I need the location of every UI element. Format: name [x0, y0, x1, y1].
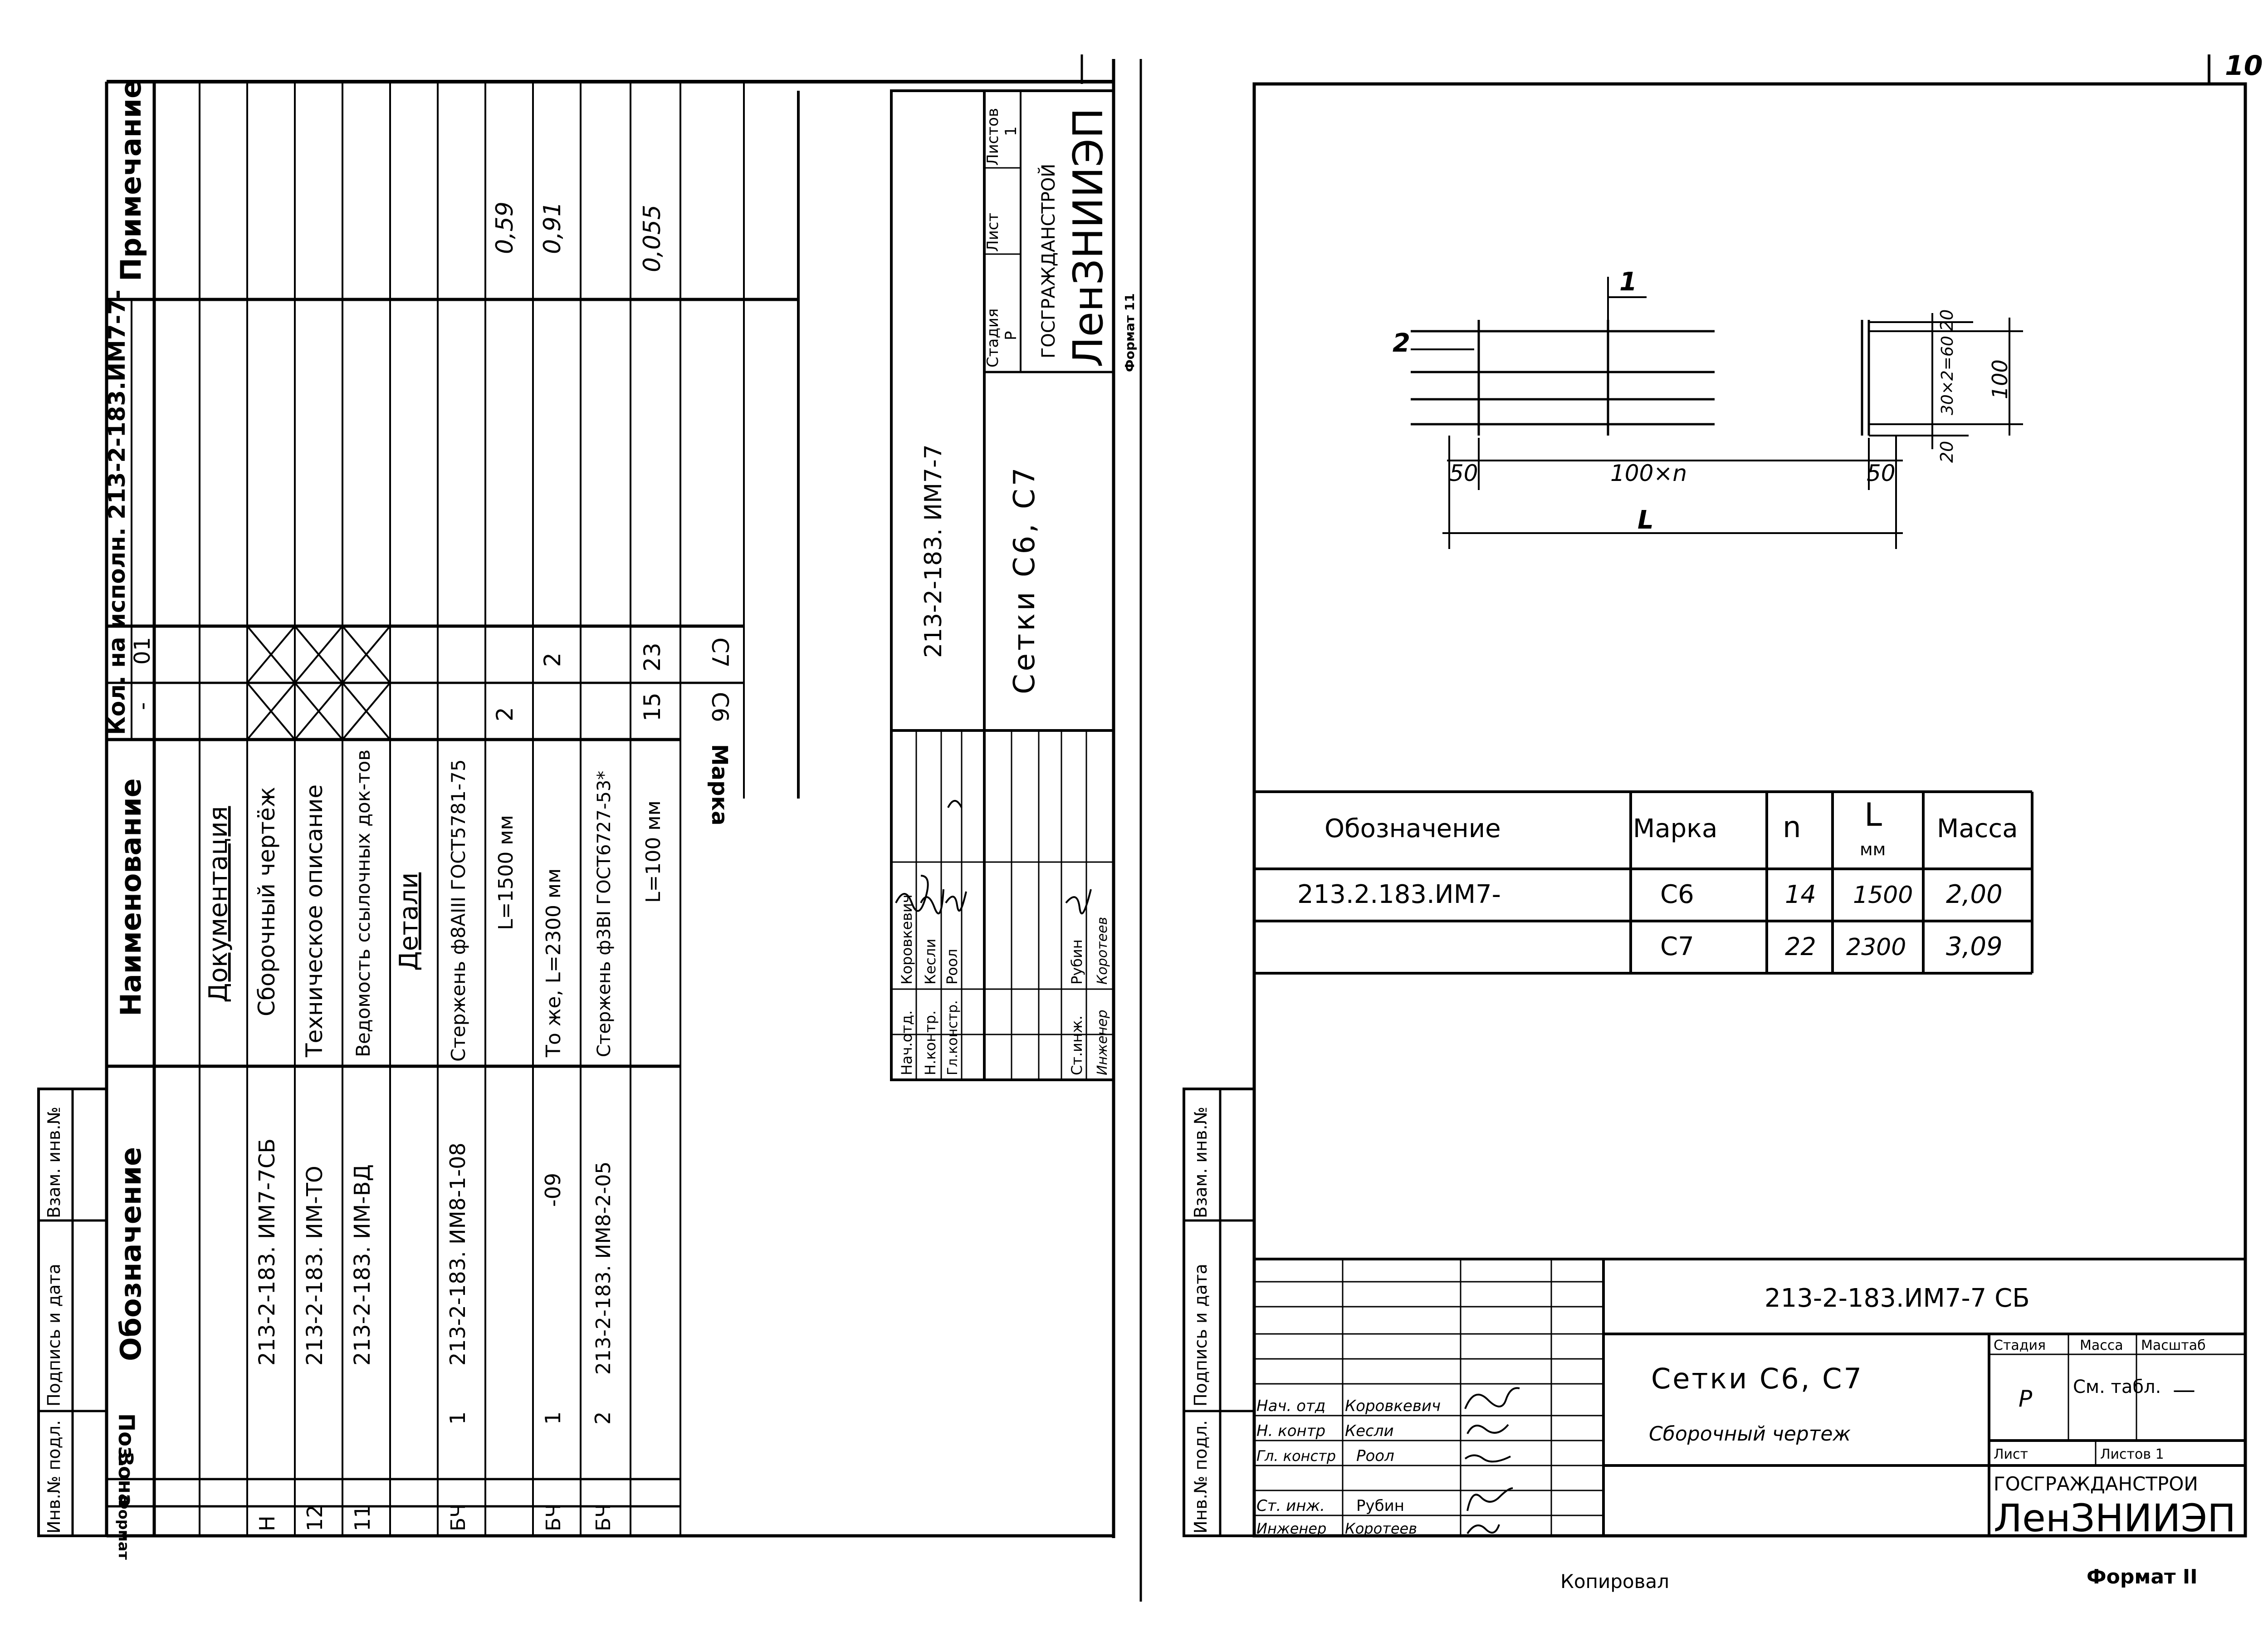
stamp-name-0: Коровкевич	[898, 894, 915, 985]
row-5-poz: 1	[445, 1411, 470, 1425]
stamp-role-2: Гл.констр.	[945, 1000, 961, 1075]
r-stamp-title: Сетки С6, С7	[1651, 1362, 1863, 1395]
stamp-name-4: Рубин	[1068, 939, 1085, 985]
row-4-naim: Детали	[394, 872, 424, 971]
header-kol: Кол. на исполн. 213-2-183.ИМ7-7-	[104, 289, 130, 735]
table-r0-marka: С6	[1660, 880, 1694, 909]
r-stamp-role-1: Н. контр	[1256, 1422, 1326, 1440]
row-9-naim: L=100 мм	[642, 800, 665, 903]
r-stamp-role-0: Нач. отд	[1256, 1397, 1326, 1415]
row-6-prim: 0,59	[491, 201, 518, 254]
stamp-org2: ЛенЗНИИЭП	[1065, 108, 1112, 368]
table-h-oboz: Обозначение	[1325, 814, 1501, 843]
header-format: Формат	[115, 1495, 132, 1560]
margin-podpis-data: Подпись и дата	[44, 1264, 64, 1407]
header-zona: Зона	[114, 1452, 137, 1507]
table-h-n: n	[1783, 811, 1801, 844]
table-r0-n: 14	[1785, 880, 1816, 909]
stamp-name-5: Коротеев	[1095, 917, 1110, 985]
row-7-naim: То же, L=2300 мм	[542, 868, 565, 1057]
dim-50-left: 50	[1449, 460, 1478, 486]
stamp-list: Лист	[984, 212, 1002, 252]
footer-kopiroval: Копировал	[1560, 1570, 1669, 1593]
row-8-naim: Стержень ф3ВI ГОСТ6727-53*	[594, 770, 615, 1057]
row-7-q2: 2	[539, 652, 566, 667]
r-stamp-name-0: Коровкевич	[1345, 1397, 1441, 1415]
r-stamp-org2: ЛенЗНИИЭП	[1994, 1496, 2236, 1540]
stamp-listov: Листов	[984, 108, 1002, 166]
row-2-naim: Техническое описание	[301, 784, 327, 1057]
table-h-massa: Масса	[1937, 814, 2018, 843]
dim-50-right: 50	[1867, 460, 1896, 486]
header-naimenovanie: Наименование	[114, 778, 147, 1016]
marka-label: Марка	[707, 744, 732, 826]
r-stamp-masshtab-val: —	[2173, 1377, 2195, 1403]
row-7-format: БЧ	[542, 1504, 565, 1531]
row-5-format: БЧ	[447, 1504, 470, 1531]
r-stamp-subtitle: Сборочный чертеж	[1649, 1422, 1851, 1446]
row-2-oboz: 213-2-183. ИМ-ТО	[302, 1166, 327, 1366]
row-5-oboz: 213-2-183. ИМ8-1-08	[445, 1142, 470, 1366]
row-1-format: Н	[255, 1515, 279, 1531]
r-margin-inv-podl: Инв.№ подл.	[1191, 1420, 1211, 1534]
row-3-naim: Ведомость ссылочных док-тов	[352, 749, 374, 1057]
row-7-prim: 0,91	[539, 201, 566, 254]
row-6-naim: L=1500 мм	[494, 815, 518, 930]
left-sheet	[39, 54, 1114, 1538]
r-margin-vzam-inv: Взам. инв.№	[1191, 1107, 1211, 1218]
header-col-01: 01	[130, 637, 155, 665]
stamp-code: 213-2-183. ИМ7-7	[920, 444, 947, 658]
table-h-marka: Марка	[1633, 814, 1718, 843]
stamp-stadia-val: Р	[1002, 331, 1020, 340]
header-oboznachenie: Обозначение	[114, 1147, 147, 1361]
table-h-L-unit: мм	[1860, 839, 1886, 859]
r-signature-marks	[1465, 1388, 1520, 1534]
stamp-role-0: Нач.отд.	[898, 1010, 915, 1075]
dim-20-top: 20	[1937, 309, 1957, 331]
row-5-naim: Стержень ф8АIII ГОСТ5781-75	[447, 759, 469, 1062]
r-stamp-name-1: Кесли	[1345, 1422, 1394, 1440]
row-3-format: 11	[350, 1505, 375, 1531]
table-r1-marka: С7	[1660, 932, 1694, 961]
table-h-L: L	[1864, 796, 1882, 833]
marka-c6: С6	[707, 692, 733, 722]
row-8-format: БЧ	[592, 1504, 615, 1531]
row-8-poz: 2	[591, 1411, 615, 1425]
dim-30x2: 30×2=60	[1938, 336, 1957, 415]
r-stamp-stadia-val: Р	[2019, 1386, 2033, 1412]
row-8-oboz: 213-2-183. ИМ8-2-05	[592, 1161, 615, 1375]
stamp-stadia: Стадия	[984, 308, 1002, 368]
header-col-dash: -	[130, 702, 155, 710]
r-stamp-role-5: Инженер	[1256, 1520, 1327, 1537]
row-3-oboz: 213-2-183. ИМ-ВД	[350, 1164, 375, 1366]
table-r1-n: 22	[1785, 932, 1816, 961]
r-stamp-listov: Листов 1	[2100, 1446, 2164, 1462]
r-stamp-name-5: Коротеев	[1345, 1520, 1418, 1537]
marka-c7: С7	[707, 637, 733, 668]
row-7-poz: 1	[541, 1411, 565, 1425]
page-number: 10	[2225, 50, 2263, 82]
table-r0-massa: 2,00	[1946, 880, 2003, 909]
r-stamp-org1: ГОСГРАЖДАНСТРОИ	[1994, 1473, 2198, 1495]
row-1-oboz: 213-2-183. ИМ7-7СБ	[254, 1138, 280, 1366]
stamp-title: Сетки С6, С7	[1008, 465, 1041, 694]
r-stamp-stadia: Стадия	[1994, 1338, 2046, 1353]
row-9-q1: 15	[639, 692, 665, 721]
r-stamp-name-2: Роол	[1356, 1447, 1394, 1465]
table-oboz-val: 213.2.183.ИМ7-	[1297, 880, 1501, 909]
table-r1-L: 2300	[1846, 934, 1906, 961]
margin-vzam-inv: Взам. инв.№	[44, 1107, 64, 1218]
dim-20-bot: 20	[1937, 441, 1957, 463]
dim-100: 100	[1988, 359, 2012, 399]
dim-100n: 100×n	[1610, 460, 1687, 486]
label-1: 1	[1619, 267, 1637, 297]
row-0-naim: Документация	[204, 806, 233, 1003]
stamp-role-4: Ст.инж.	[1068, 1015, 1085, 1075]
r-stamp-masshtab: Масштаб	[2141, 1338, 2206, 1353]
stamp-role-1: Н.контр.	[922, 1010, 939, 1075]
r-stamp-role-2: Гл. констр	[1256, 1447, 1336, 1465]
r-stamp-list: Лист	[1994, 1446, 2028, 1462]
r-stamp-massa: Масса	[2080, 1338, 2123, 1353]
table-r1-massa: 3,09	[1946, 932, 2003, 961]
r-stamp-code: 213-2-183.ИМ7-7 СБ	[1765, 1284, 2030, 1313]
stamp-name-2: Роол	[943, 949, 961, 985]
table-r0-L: 1500	[1853, 882, 1913, 909]
row-9-q2: 23	[639, 642, 665, 671]
r-margin-podpis-data: Подпись и дата	[1191, 1264, 1211, 1407]
r-stamp-role-4: Ст. инж.	[1256, 1497, 1325, 1515]
row-9-prim: 0,055	[639, 205, 666, 272]
footer-format: Формат II	[2087, 1565, 2198, 1588]
stamp-name-1: Кесли	[922, 938, 939, 985]
header-primechanie: Примечание	[114, 79, 147, 281]
stamp-format: Формат 11	[1122, 293, 1137, 372]
margin-inv-podl: Инв.№ подл.	[44, 1420, 64, 1534]
row-2-format: 12	[303, 1505, 327, 1531]
stamp-role-5: Инженер	[1095, 1010, 1110, 1075]
row-1-naim: Сборочный чертёж	[254, 787, 280, 1016]
r-stamp-massa-val: См. табл.	[2073, 1377, 2161, 1397]
row-6-q1: 2	[492, 707, 518, 721]
row-7-oboz: -09	[541, 1172, 565, 1207]
stamp-listov-val: 1	[1002, 126, 1020, 136]
dim-L: L	[1637, 505, 1654, 535]
r-stamp-name-4: Рубин	[1356, 1497, 1404, 1515]
label-2: 2	[1393, 328, 1410, 358]
stamp-org1: ГОСГРАЖДАНСТРОЙ	[1038, 163, 1059, 358]
header-poz: Поз.	[113, 1413, 139, 1468]
